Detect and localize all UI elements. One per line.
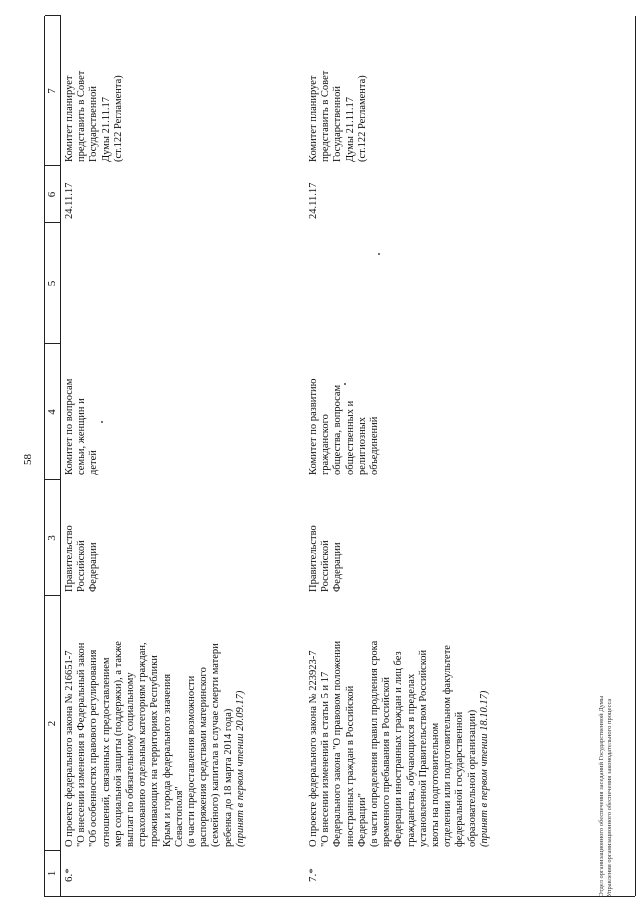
committee-line: детей — [88, 450, 100, 475]
bill-title-line: квоты на подготовительном — [430, 722, 442, 847]
bill-title-line: ребенка до 18 марта 2014 года) — [222, 708, 234, 847]
deadline-date: 24.11.17 — [64, 182, 75, 219]
col-header-5: 5 — [46, 280, 58, 287]
bill-title-line: установленной Правительством Российской — [417, 649, 429, 847]
committee-line: объединений — [369, 416, 381, 475]
bill-title-line: "О внесении изменения в Федеральный закон — [76, 642, 88, 847]
bill-title-line: Федерального закона "О правовом положении — [332, 640, 344, 847]
bill-title-line: выплат по обязательному социальному — [125, 672, 137, 847]
bill-title-line: "Об особенностях правового регулирования — [88, 649, 100, 847]
bill-title-line: проживающих на территориях Республики — [149, 655, 161, 847]
table-bottom-edge — [635, 16, 636, 896]
committee-line: религиозных — [356, 416, 368, 475]
bill-title-line: образовательной организации) — [466, 709, 478, 847]
bill-title-line: (в части определения правил продления срока — [369, 640, 381, 847]
bill-title-line: отделении или подготовительном факультете — [442, 645, 454, 847]
col-header-2: 2 — [46, 720, 58, 727]
plan-note — [64, 18, 125, 162]
initiator-line: Федерации — [88, 542, 100, 592]
col-header-3: 3 — [46, 535, 58, 541]
bill-title-line: мер социальной защиты (поддержки), а также — [112, 641, 124, 847]
agenda-table — [44, 16, 635, 897]
scan-speck — [101, 421, 103, 423]
plan-note — [308, 18, 369, 162]
initiator-line: Правительство — [64, 525, 75, 592]
plan-line: представить в Совет — [76, 70, 88, 162]
bill-title-line: О проекте федерального закона № 216651-7 — [64, 650, 75, 847]
plan-line: Думы 21.11.17 — [100, 97, 112, 162]
plan-line: Комитет планирует — [308, 75, 319, 162]
committee — [64, 347, 101, 475]
footer-line: Отдел организационного обеспечения заседаний Государственной Думы — [598, 695, 605, 897]
bill-title-line: федеральной государственной — [454, 711, 466, 847]
bill-title-line: Севастополя" — [173, 786, 185, 847]
deadline-date: 24.11.17 — [308, 182, 319, 219]
initiator-line: Российской — [320, 540, 332, 592]
plan-line: Комитет планирует — [64, 75, 75, 162]
bill-title-line: временного пребывания в Российской — [381, 676, 393, 847]
reading-note: (принят в первом чтении 18.10.17) — [478, 690, 490, 847]
plan-line: представить в Совет — [320, 70, 332, 162]
bill-title-line: О проекте федерального закона № 223923-7 — [308, 650, 319, 847]
plan-line: (ст.122 Регламента) — [356, 75, 368, 162]
committee-line: общественных и — [344, 400, 356, 475]
bill-title-line: отношений, связанных с предоставлением — [100, 657, 112, 847]
bill-description — [64, 599, 247, 847]
col-header-1: 1 — [46, 870, 58, 877]
initiator — [64, 482, 101, 592]
row-number: 6.* — [63, 868, 75, 882]
bill-title-line: (семейного) капитала в случае смерти матери — [210, 643, 222, 847]
scan-speck — [344, 383, 346, 385]
footer — [598, 696, 614, 897]
bill-title-line: Крым и города федерального значения — [161, 673, 173, 847]
bill-title-line: Федерации" — [356, 793, 368, 847]
plan-line: Думы 21.11.17 — [344, 97, 356, 162]
bill-title-line: распоряжения средствами материнского — [198, 667, 210, 847]
initiator — [308, 482, 345, 592]
page-number: 58 — [22, 454, 34, 465]
col-header-7: 7 — [46, 88, 58, 94]
plan-line: (ст.122 Регламента) — [112, 75, 124, 162]
row-number: 7.* — [307, 868, 319, 882]
bill-title-line: "О внесении изменений в статьи 5 и 17 — [320, 671, 332, 847]
committee-line: общества, вопросам — [332, 384, 344, 475]
committee-line: Комитет по вопросам — [64, 378, 75, 475]
footer-line: Управления организационного обеспечения законодательного процесса — [606, 698, 613, 897]
reading-note: (принят в первом чтении 20.09.17) — [234, 690, 246, 847]
initiator-line: Российской — [76, 540, 88, 592]
committee-line: гражданского — [320, 414, 332, 475]
committee-line: Комитет по развитию — [308, 378, 319, 475]
committee-line: семьи, женщин и — [76, 398, 88, 475]
bill-title-line: страхованию отдельным категориям граждан, — [137, 642, 149, 847]
initiator-line: Федерации — [332, 542, 344, 592]
plan-line: Государственной — [332, 86, 344, 162]
plan-line: Государственной — [88, 86, 100, 162]
initiator-line: Правительство — [308, 525, 319, 592]
bill-title-line: (в части предоставления возможности — [186, 675, 198, 847]
bill-title-line: гражданства, обучающихся в пределах — [405, 673, 417, 847]
col-header-6: 6 — [46, 191, 58, 198]
committee — [308, 347, 381, 475]
bill-description — [308, 599, 491, 847]
bill-title-line: Федерации иностранных граждан и лиц без — [393, 651, 405, 847]
col-header-4: 4 — [46, 409, 58, 415]
bill-title-line: иностранных граждан в Российской — [344, 685, 356, 847]
divider — [45, 15, 61, 16]
scan-speck — [378, 253, 380, 255]
